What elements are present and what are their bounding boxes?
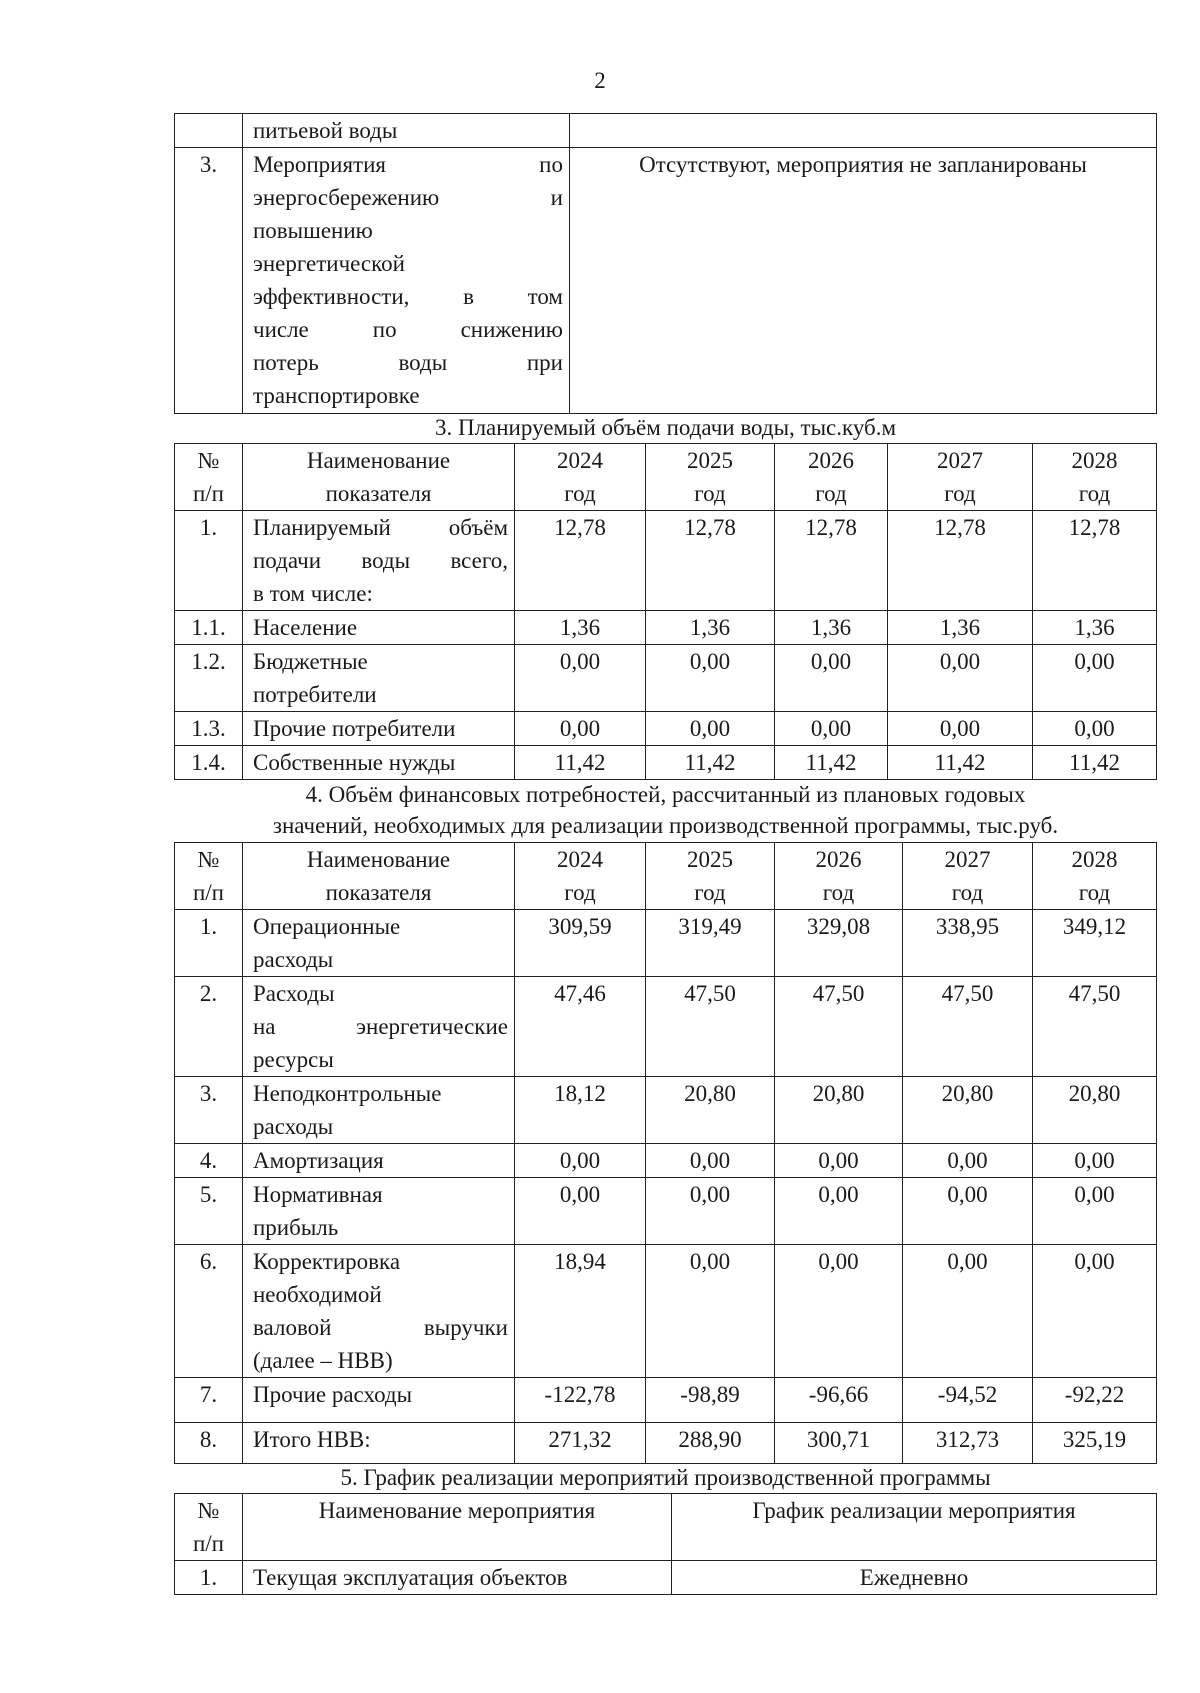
text-line: энергетической (253, 251, 405, 276)
value-cell: 20,80 (1033, 1077, 1157, 1144)
header-text: год (1078, 880, 1111, 905)
value-cell: 309,59 (515, 910, 646, 977)
header-text: год (951, 880, 984, 905)
value-cell: 0,00 (1033, 1178, 1157, 1245)
value-cell: 0,00 (515, 1178, 646, 1245)
schedule-cell: Ежедневно (672, 1561, 1157, 1595)
table-financial-needs (174, 842, 1157, 1464)
title-line: значений, необходимых для реализации производственной программы, тыс.руб. (272, 813, 1059, 838)
row-num: 1. (175, 511, 243, 611)
row-label: Прочие расходы (243, 1378, 515, 1423)
header-cell-num (175, 1494, 243, 1561)
value-cell: 0,00 (775, 1245, 903, 1378)
text-line: Бюджетные (253, 649, 368, 674)
value-cell: 47,50 (775, 977, 903, 1077)
value-cell: -96,66 (775, 1378, 903, 1423)
value-cell: 47,50 (646, 977, 775, 1077)
text-line: прибыль (253, 1215, 339, 1240)
header-cell-name (243, 444, 515, 511)
row-label: Население (243, 611, 515, 645)
value-cell: 47,50 (903, 977, 1033, 1077)
header-text: 2028 (1071, 847, 1118, 872)
row-num: 7. (175, 1378, 243, 1423)
text-line: Планируемый объём (253, 515, 508, 540)
table-row (175, 1378, 1157, 1423)
text-line: Операционные (253, 914, 401, 939)
table-header-row (175, 843, 1157, 910)
text-line: Нормативная (253, 1182, 383, 1207)
value-cell: 312,73 (903, 1423, 1033, 1464)
value-cell: 1,36 (646, 611, 775, 645)
value-cell: 0,00 (646, 1178, 775, 1245)
value-cell: 18,94 (515, 1245, 646, 1378)
value-cell: 0,00 (775, 712, 888, 746)
header-text: год (564, 481, 596, 506)
header-text: год (1078, 481, 1111, 506)
header-cell-year (775, 444, 888, 511)
text-line: необходимой (253, 1282, 382, 1307)
row-num: 1.2. (175, 645, 243, 712)
text-line: в том числе: (253, 581, 373, 606)
row-num: 5. (175, 1178, 243, 1245)
table-cell: Отсутствуют, мероприятия не запланированы (570, 148, 1157, 414)
header-text: год (944, 481, 976, 506)
value-cell: 1,36 (515, 611, 646, 645)
value-cell: 47,50 (1033, 977, 1157, 1077)
value-cell: 0,00 (888, 712, 1033, 746)
value-cell: 0,00 (515, 712, 646, 746)
text-line: (далее – НВВ) (253, 1348, 393, 1373)
table-row (175, 1561, 1157, 1595)
header-text: год (822, 880, 855, 905)
value-cell: 319,49 (646, 910, 775, 977)
table-row (175, 712, 1157, 746)
header-text: год (815, 481, 847, 506)
value-cell: 0,00 (775, 1144, 903, 1178)
row-num: 1.4. (175, 746, 243, 780)
row-num: 2. (175, 977, 243, 1077)
header-text: Наименование (306, 448, 451, 473)
header-text: показателя (325, 481, 432, 506)
table-row (175, 114, 1157, 148)
table-row (175, 977, 1157, 1077)
value-cell: 271,32 (515, 1423, 646, 1464)
value-cell: 0,00 (515, 645, 646, 712)
value-cell: 0,00 (775, 1178, 903, 1245)
value-cell: 0,00 (888, 645, 1033, 712)
header-cell-year (646, 444, 775, 511)
header-cell-year (775, 843, 903, 910)
value-cell: -98,89 (646, 1378, 775, 1423)
value-cell: 0,00 (1033, 645, 1157, 712)
value-cell: 0,00 (1033, 1245, 1157, 1378)
table-row (175, 910, 1157, 977)
value-cell: 12,78 (515, 511, 646, 611)
table-row (175, 148, 1157, 414)
value-cell: 12,78 (775, 511, 888, 611)
header-cell-name (243, 843, 515, 910)
header-text: 2025 (687, 448, 733, 473)
value-cell: 11,42 (515, 746, 646, 780)
header-text: п/п (192, 1531, 224, 1556)
row-num: 1.3. (175, 712, 243, 746)
row-num: 1. (175, 910, 243, 977)
header-cell-name: Наименование мероприятия (243, 1494, 672, 1561)
header-text: Наименование (306, 847, 451, 872)
table-water-supply (174, 443, 1157, 780)
value-cell: 20,80 (775, 1077, 903, 1144)
value-cell: 11,42 (888, 746, 1033, 780)
text-line: на энергетические (253, 1014, 508, 1039)
value-cell: 20,80 (646, 1077, 775, 1144)
table-schedule (174, 1493, 1157, 1595)
header-cell-year (888, 444, 1033, 511)
value-cell: 0,00 (1033, 712, 1157, 746)
row-num: 4. (175, 1144, 243, 1178)
header-text: 2025 (687, 847, 733, 872)
value-cell: 325,19 (1033, 1423, 1157, 1464)
value-cell: 349,12 (1033, 910, 1157, 977)
text-line: расходы (253, 947, 334, 972)
header-text: п/п (192, 481, 224, 506)
value-cell: 1,36 (775, 611, 888, 645)
value-cell: 0,00 (903, 1144, 1033, 1178)
table-row (175, 1178, 1157, 1245)
row-label (243, 977, 515, 1077)
value-cell: 0,00 (903, 1178, 1033, 1245)
table-cell (243, 148, 570, 414)
row-num: 1. (175, 1561, 243, 1595)
value-cell: 0,00 (515, 1144, 646, 1178)
table-row (175, 1144, 1157, 1178)
row-label (243, 1077, 515, 1144)
row-label (243, 910, 515, 977)
value-cell: 12,78 (646, 511, 775, 611)
value-cell: 0,00 (646, 1144, 775, 1178)
value-cell: 11,42 (775, 746, 888, 780)
value-cell: 0,00 (646, 712, 775, 746)
value-cell: 300,71 (775, 1423, 903, 1464)
value-cell: 338,95 (903, 910, 1033, 977)
header-cell-year (515, 843, 646, 910)
text-line: потребители (253, 682, 377, 707)
title-line: 4. Объём финансовых потребностей, рассчитанный из плановых годовых (305, 782, 1026, 807)
value-cell: -122,78 (515, 1378, 646, 1423)
header-cell-year (646, 843, 775, 910)
value-cell: 329,08 (775, 910, 903, 977)
row-label (243, 511, 515, 611)
row-label: Амортизация (243, 1144, 515, 1178)
section-3-title: 3. Планируемый объём подачи воды, тыс.куб.м (434, 415, 897, 440)
text-line: эффективности, в том (253, 284, 563, 309)
value-cell: 47,46 (515, 977, 646, 1077)
value-cell: -94,52 (903, 1378, 1033, 1423)
section-5-title: 5. График реализации мероприятий производственной программы (340, 1465, 991, 1490)
text-line: Мероприятия по (253, 152, 563, 177)
text-line: Расходы (253, 981, 335, 1006)
header-text: 2026 (808, 448, 854, 473)
text-line: ресурсы (253, 1047, 334, 1072)
text-line: потерь воды при (253, 350, 563, 375)
value-cell: -92,22 (1033, 1378, 1157, 1423)
row-label (243, 1245, 515, 1378)
table-cell (570, 114, 1157, 148)
text-line: расходы (253, 1114, 334, 1139)
row-label: Текущая эксплуатация объектов (243, 1561, 672, 1595)
value-cell: 18,12 (515, 1077, 646, 1144)
value-cell: 1,36 (888, 611, 1033, 645)
text-line: энергосбережению и (253, 185, 563, 210)
table-row (175, 1077, 1157, 1144)
value-cell: 0,00 (903, 1245, 1033, 1378)
header-cell-num (175, 444, 243, 511)
value-cell: 12,78 (1033, 511, 1157, 611)
header-text: год (694, 481, 726, 506)
table-header-row (175, 444, 1157, 511)
header-text: 2028 (1071, 448, 1118, 473)
header-text: № (197, 448, 220, 473)
header-text: год (694, 880, 726, 905)
text-line: Корректировка (253, 1249, 401, 1274)
header-cell-year (1033, 444, 1157, 511)
header-text: 2027 (944, 847, 991, 872)
table-row (175, 511, 1157, 611)
value-cell: 11,42 (646, 746, 775, 780)
text-line: Неподконтрольные (253, 1081, 442, 1106)
row-num: 8. (175, 1423, 243, 1464)
header-text: 2027 (937, 448, 983, 473)
page-number: 2 (594, 68, 606, 93)
header-cell-year (1033, 843, 1157, 910)
header-text: 2024 (557, 448, 603, 473)
table-row (175, 611, 1157, 645)
value-cell: 0,00 (1033, 1144, 1157, 1178)
row-label: Итого НВВ: (243, 1423, 515, 1464)
row-label: Прочие потребители (243, 712, 515, 746)
row-num: 3. (175, 1077, 243, 1144)
header-text: № (197, 847, 220, 872)
table-row (175, 746, 1157, 780)
header-text: п/п (192, 880, 224, 905)
value-cell: 288,90 (646, 1423, 775, 1464)
header-text: 2026 (815, 847, 862, 872)
row-label (243, 1178, 515, 1245)
value-cell: 11,42 (1033, 746, 1157, 780)
value-cell: 0,00 (646, 645, 775, 712)
table-row (175, 645, 1157, 712)
row-label (243, 645, 515, 712)
text-line: подачи воды всего, (253, 548, 508, 573)
header-cell-schedule: График реализации мероприятия (672, 1494, 1157, 1561)
table-cell: питьевой воды (243, 114, 570, 148)
header-text: показателя (325, 880, 432, 905)
header-cell-year (903, 843, 1033, 910)
text-line: повышению (253, 218, 373, 243)
table-row (175, 1423, 1157, 1464)
section-4-title (174, 779, 1157, 841)
text-line: валовой выручки (253, 1315, 508, 1340)
value-cell: 0,00 (775, 645, 888, 712)
table-header-row (175, 1494, 1157, 1561)
value-cell: 1,36 (1033, 611, 1157, 645)
row-num: 6. (175, 1245, 243, 1378)
table-cell: 3. (175, 148, 243, 414)
header-cell-num (175, 843, 243, 910)
table-top (174, 113, 1157, 414)
header-text: год (564, 880, 596, 905)
table-cell (175, 114, 243, 148)
text-line: транспортировке (253, 383, 420, 408)
table-row (175, 1245, 1157, 1378)
header-text: 2024 (557, 847, 603, 872)
text-line: числе по снижению (253, 317, 563, 342)
header-text: № (197, 1498, 220, 1523)
header-cell-year (515, 444, 646, 511)
value-cell: 20,80 (903, 1077, 1033, 1144)
value-cell: 0,00 (646, 1245, 775, 1378)
row-label: Собственные нужды (243, 746, 515, 780)
row-num: 1.1. (175, 611, 243, 645)
value-cell: 12,78 (888, 511, 1033, 611)
